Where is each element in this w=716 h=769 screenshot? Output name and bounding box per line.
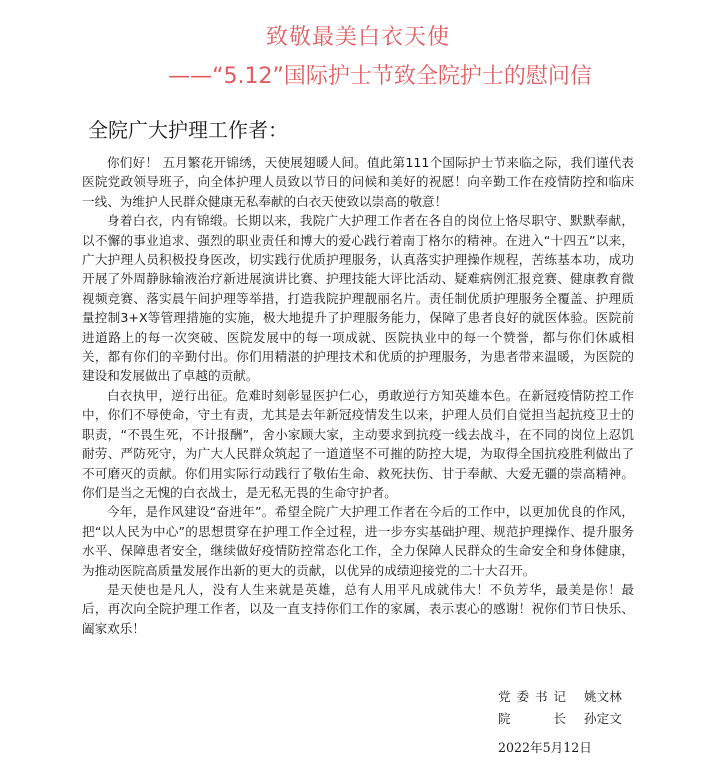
paragraph-expectations: 今年，是作风建设“奋进年”。希望全院广大护理工作者在今后的工作中，以更加优良的作风，把“以人民为中心”的思想贯穿在护理工作全过程，进一步夯实基础护理、规范护理操作、提升服务水平、保障患者安全，继续做好疫情防控常态化工作，全力保障人民群众的生命安全和身体健康，为推动医院高质量发展作出新的更大的贡献，以优异的成绩迎接党的二十大召开。 <box>82 504 634 578</box>
letter-title: 致敬最美白衣天使 <box>265 25 450 50</box>
title-block <box>0 22 716 94</box>
letter-body <box>82 153 634 638</box>
paragraph-greeting: 你们好！ 五月繁花开锦绣，天使展翅暖人间。值此第111个国际护士节来临之际，我们谨代表医院党政领导班子，向全体护理人员致以节日的问候和美好的祝愿！向辛勤工作在疫情防控和临床一线、为维护人民群众健康无私奉献的白衣天使致以崇高的敬意！ <box>82 155 634 209</box>
signature-role: 党委书记 <box>498 689 566 704</box>
signature-row-secretary <box>498 686 622 708</box>
signature-role: 院 长 <box>498 711 566 726</box>
signature-row-president <box>498 708 622 730</box>
letter-date: 2022年5月12日 <box>498 740 592 755</box>
signature-name: 姚文林 <box>584 689 622 704</box>
paragraph-achievements: 身着白衣，内有锦缎。长期以来，我院广大护理工作者在各自的岗位上恪尽职守、默默奉献，以不懈的事业追求、强烈的职业责任和博大的爱心践行着南丁格尔的精神。在进入“十四五”以来，广大护理人员积极投身医改，切实践行优质护理服务，认真落实护理操作规程，苦练基本功，成功开展了外周静脉输液治疗新进展演讲比赛、护理技能大评比活动、疑难病例汇报竞赛、健康教育微视频竞赛、落实晨午间护理等举措，打造我院护理靓丽名片。责任制优质护理服务全覆盖、护理质量控制3+X等管理措施的实施，极大地提升了护理服务能力，保障了患者良好的就医体验。医院前进道路上的每一次突破、医院发展中的每一项成就、医院执业中的每一个赞誉，都与你们休戚相关，都有你们的辛勤付出。你们用精湛的护理技术和优质的护理服务，为患者带来温暖，为医院的建设和发展做出了卓越的贡献。 <box>82 213 634 384</box>
signature-name: 孙定文 <box>584 711 622 726</box>
paragraph-closing: 是天使也是凡人，没有人生来就是英雄，总有人用平凡成就伟大！不负芳华，最美是你！最后，再次向全院护理工作者，以及一直支持你们工作的家属，表示衷心的感谢！祝你们节日快乐、阖家欢乐！ <box>82 581 634 636</box>
letter-subtitle: ——“5.12”国际护士节致全院护士的慰问信 <box>168 64 592 89</box>
signature-block <box>498 686 622 730</box>
paragraph-epidemic: 白衣执甲，逆行出征。危难时刻彰显医护仁心，勇敢逆行方知英雄本色。在新冠疫情防控工作中，你们不辱使命，守土有责，尤其是去年新冠疫情发生以来，护理人员们自觉担当起抗疫卫士的职责，“不畏生死，不计报酬”，舍小家顾大家，主动要求到抗疫一线去战斗，在不同的岗位上忍饥耐劳、严防死守，为广大人民群众筑起了一道道坚不可摧的防控大堤，为取得全国抗疫胜利做出了不可磨灭的贡献。你们用实际行动践行了敬佑生命、救死扶伤、甘于奉献、大爱无疆的崇高精神。你们是当之无愧的白衣战士，是无私无畏的生命守护者。 <box>82 387 634 500</box>
salutation: 全院广大护理工作者： <box>88 118 288 142</box>
